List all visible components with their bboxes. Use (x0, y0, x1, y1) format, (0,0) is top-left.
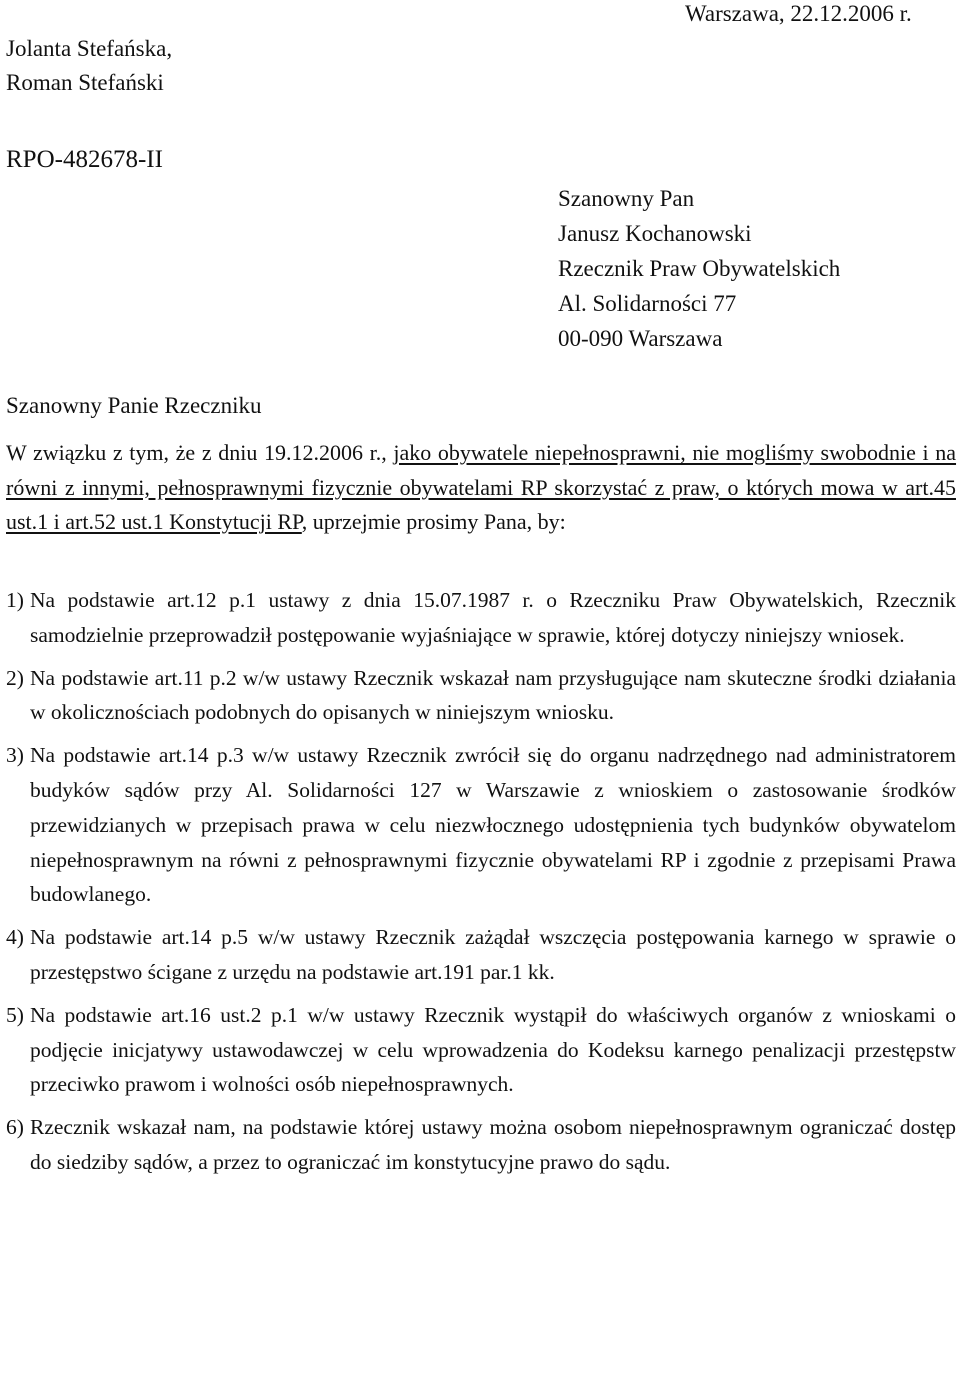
recipient-line-1: Szanowny Pan (558, 186, 695, 211)
sender-name-1: Jolanta Stefańska, (6, 36, 173, 61)
item-number: 2) (6, 665, 24, 690)
sender-name-2: Roman Stefański (6, 70, 164, 95)
item-number: 4) (6, 925, 24, 950)
item-text: Na podstawie art.11 p.2 w/w ustawy Rzecznik wskazał nam przysługujące nam skuteczne środki działania w okolicznościach podobnych do opisanych w niniejszym wniosku. (30, 665, 956, 725)
item-number: 5) (6, 1002, 24, 1027)
salutation: Szanowny Panie Rzeczniku (6, 393, 262, 418)
item-text: Na podstawie art.16 ust.2 p.1 w/w ustawy Rzecznik wystąpił do właściwych organów z wnioskami o podjęcie inicjatywy ustawodawczej w celu wprowadzenia do Kodeksu karnego penalizacji przestępstw przeciwko prawom i wolności osób niepełnosprawnych. (30, 1002, 956, 1097)
item-text: Na podstawie art.12 p.1 ustawy z dnia 15.07.1987 r. o Rzeczniku Praw Obywatelskich, Rzecznik samodzielnie przeprowadził postępowanie wyjaśniające w sprawie, której dotyczy niniejszy wniosek. (30, 588, 956, 647)
list-item (6, 998, 956, 1102)
list-item (6, 661, 956, 731)
letter-date: Warszawa, 22.12.2006 r. (685, 1, 912, 26)
recipient-line-4: Al. Solidarności 77 (558, 291, 737, 316)
recipient-line-3: Rzecznik Praw Obywatelskich (558, 256, 841, 281)
list-item (6, 738, 956, 912)
list-item (6, 920, 956, 990)
item-text: Na podstawie art.14 p.5 w/w ustawy Rzecznik zażądał wszczęcia postępowania karnego w sprawie o przestępstwo ścigane z urzędu na podstawie art.191 par.1 kk. (30, 925, 956, 984)
item-text: Rzecznik wskazał nam, na podstawie której ustawy można osobom niepełnosprawnym ograniczać dostęp do siedziby sądów, a przez to ograniczać im konstytucyjne prawo do sądu. (30, 1115, 956, 1174)
item-number: 3) (6, 743, 24, 768)
recipient-line-5: 00-090 Warszawa (558, 326, 723, 351)
item-number: 1) (6, 588, 24, 612)
case-reference: RPO-482678-II (6, 146, 163, 173)
list-item (6, 1110, 956, 1180)
request-list (6, 583, 956, 1180)
item-text: Na podstawie art.14 p.3 w/w ustawy Rzecznik zwrócił się do organu nadrzędnego nad administratorem budyków sądów przy Al. Solidarności 127 w Warszawie z wnioskiem o zastosowanie środków przewidzianych w przepisach prawa w celu niezwłocznego udostępnienia tych budynków obywatelom niepełnosprawnym na równi z pełnosprawnymi fizycznie obywatelami RP i zgodnie z przepisami Prawa budowlanego. (30, 743, 956, 907)
intro-underlined-text: jako obywatele niepełnosprawni, nie mogliśmy swobodnie i na równi z innymi, pełnosprawnymi fizycznie obywatelami RP skorzystać z praw, o których mowa w art.45 ust.1 i art.52 ust.1 Konstytucji RP (6, 440, 957, 534)
intro-text-end: , uprzejmie prosimy Pana, by: (301, 509, 566, 534)
intro-text-start: W związku z tym, że z dniu 19.12.2006 r., (6, 440, 387, 465)
intro-paragraph (6, 436, 956, 540)
recipient-line-2: Janusz Kochanowski (558, 221, 752, 246)
item-number: 6) (6, 1115, 24, 1140)
list-item (6, 583, 956, 653)
